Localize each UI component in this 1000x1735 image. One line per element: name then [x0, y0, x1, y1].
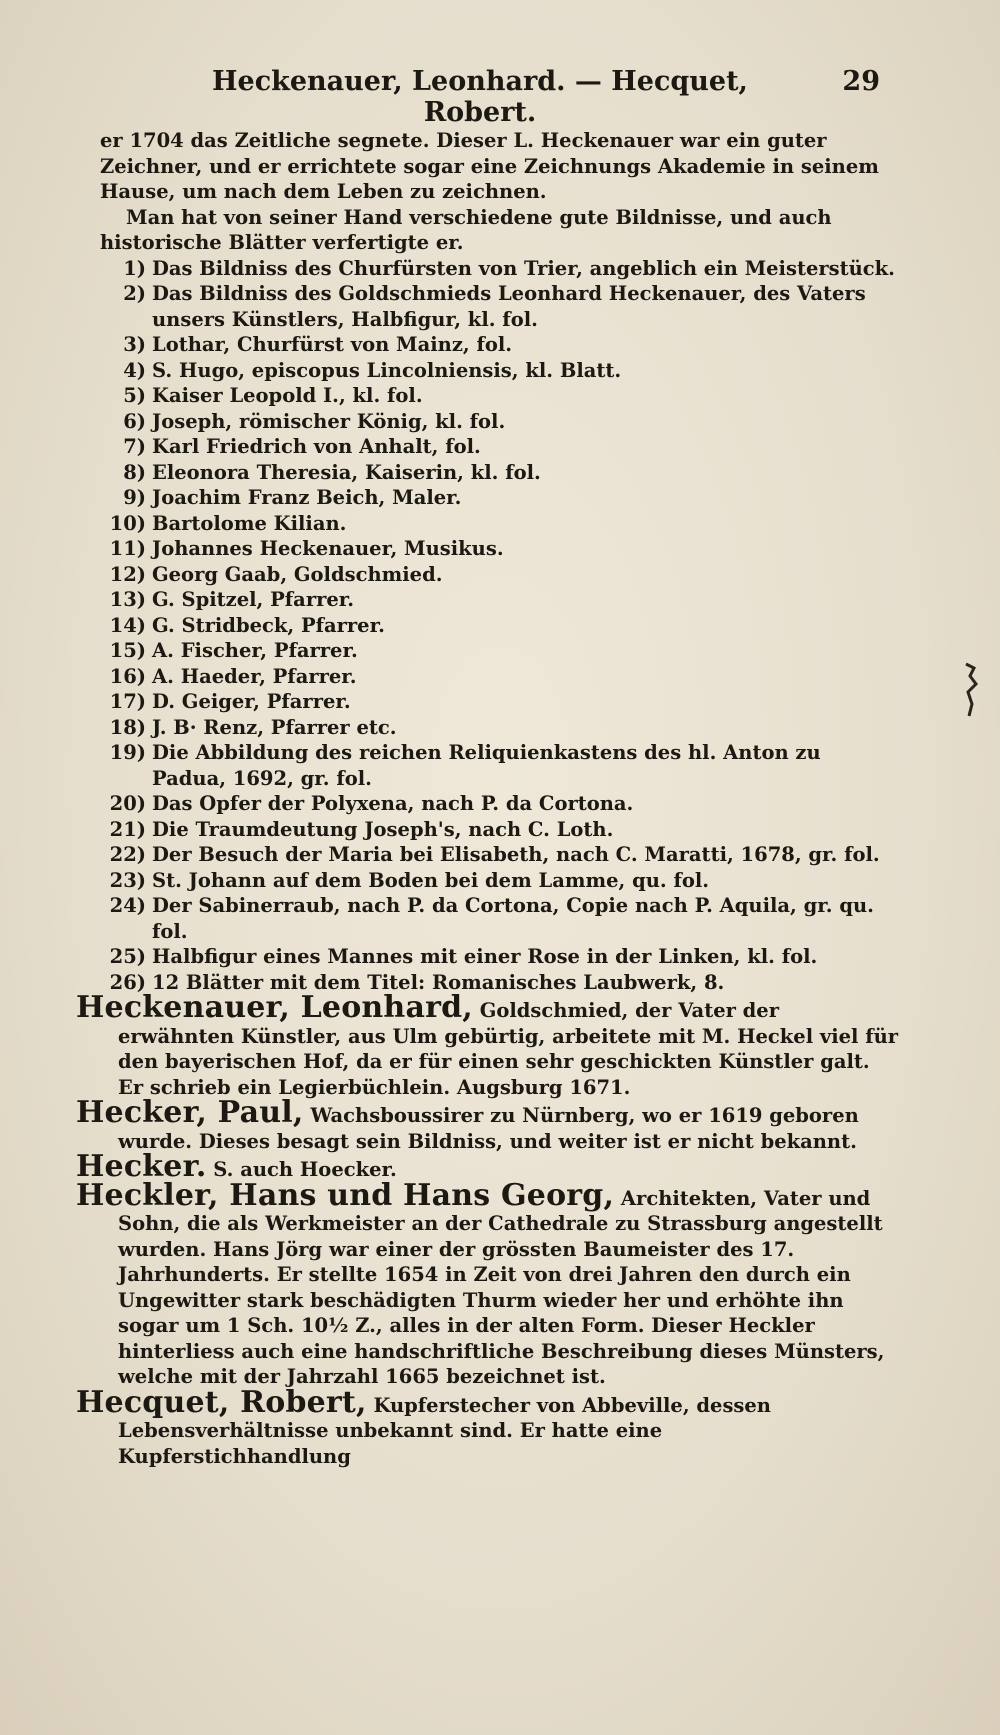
- entry-text: S. auch Hoecker.: [213, 1158, 397, 1181]
- item-number: 21): [109, 817, 146, 841]
- list-item: [100, 740, 900, 791]
- list-item: [100, 409, 900, 435]
- list-item: [100, 817, 900, 843]
- list-item: [100, 434, 900, 460]
- list-item: [100, 613, 900, 639]
- list-item: [100, 383, 900, 409]
- item-text: Die Abbildung des reichen Reliquienkastens des hl. Anton zu Padua, 1692, gr. fol.: [152, 741, 821, 790]
- item-text: J. B· Renz, Pfarrer etc.: [152, 715, 397, 739]
- item-text: Halbfigur eines Mannes mit einer Rose in der Linken, kl. fol.: [152, 945, 818, 968]
- entry-text: Architekten, Vater und Sohn, die als Werkmeister an der Cathedrale zu Strassburg angestellt wurden. Hans Jörg war einer der grössten Baumeister des 17. Jahrhunderts. Er stellte 1654 in Zeit von drei Jahren den durch ein Ungewitter stark beschädigten Thurm wieder her und erhöhte ihn sogar um 1 Sch. 10½ Z., alles in der alten Form. Dieser Heckler hinterliess auch eine handschriftliche Beschreibung dieses Münsters, welche mit der Jahrzahl 1665 bezeichnet ist.: [118, 1186, 885, 1388]
- item-text: Das Bildniss des Goldschmieds Leonhard Heckenauer, des Vaters unsers Künstlers, Halbfigur, kl. fol.: [152, 282, 866, 331]
- list-item: [100, 562, 900, 588]
- item-number: 22): [109, 843, 146, 866]
- entry-headword: Hecquet, Robert,: [76, 1384, 367, 1420]
- item-number: 6): [123, 409, 146, 433]
- running-title: Heckenauer, Leonhard. — Hecquet, Robert.: [212, 66, 748, 128]
- dictionary-entry: [76, 1095, 900, 1154]
- item-number: 18): [109, 715, 146, 739]
- item-text: A. Fischer, Pfarrer.: [152, 639, 358, 662]
- list-item: [100, 842, 900, 868]
- item-text: Bartolome Kilian.: [152, 511, 347, 535]
- dictionary-entry: [76, 1177, 900, 1390]
- list-item: [100, 511, 900, 537]
- list-item: [100, 358, 900, 384]
- list-item: [100, 664, 900, 690]
- item-text: Der Sabinerraub, nach P. da Cortona, Copie nach P. Aquila, gr. qu. fol.: [152, 894, 874, 943]
- item-text: D. Geiger, Pfarrer.: [152, 690, 351, 713]
- item-number: 26): [109, 970, 146, 994]
- item-text: Der Besuch der Maria bei Elisabeth, nach C. Maratti, 1678, gr. fol.: [152, 843, 880, 866]
- intro-paragraph: Man hat von seiner Hand verschiedene gute Bildnisse, und auch historische Blätter verfertigte er.: [100, 205, 832, 254]
- item-text: A. Haeder, Pfarrer.: [152, 664, 357, 688]
- item-text: Karl Friedrich von Anhalt, fol.: [152, 435, 481, 458]
- list-item: [100, 485, 900, 511]
- item-number: 23): [109, 868, 146, 892]
- item-number: 11): [109, 537, 146, 560]
- item-text: S. Hugo, episcopus Lincolniensis, kl. Blatt.: [152, 358, 622, 382]
- page-number: 29: [842, 66, 880, 97]
- item-text: G. Spitzel, Pfarrer.: [152, 588, 355, 611]
- list-item: [100, 868, 900, 894]
- item-number: 10): [109, 511, 146, 535]
- works-list: [100, 256, 900, 996]
- item-number: 15): [109, 639, 146, 662]
- entry-text: Wachsboussirer zu Nürnberg, wo er 1619 geboren wurde. Dieses besagt sein Bildniss, und weiter ist er nicht bekannt.: [118, 1104, 859, 1153]
- intro-paragraph: er 1704 das Zeitliche segnete. Dieser L. Heckenauer war ein guter Zeichner, und er errichtete sogar eine Zeichnungs Akademie in seinem Hause, um nach dem Leben zu zeichnen.: [100, 129, 879, 203]
- item-number: 16): [109, 664, 146, 688]
- item-text: Eleonora Theresia, Kaiserin, kl. fol.: [152, 460, 541, 484]
- item-number: 7): [123, 435, 146, 458]
- entry-text: Goldschmied, der Vater der erwähnten Künstler, aus Ulm gebürtig, arbeitete mit M. Heckel viel für den bayerischen Hof, da er für einen sehr geschickten Künstler galt. Er schrieb ein Legierbüchlein. Augsburg 1671.: [118, 999, 899, 1099]
- entry-headword: Heckenauer, Leonhard,: [76, 990, 473, 1025]
- item-text: G. Stridbeck, Pfarrer.: [152, 613, 385, 637]
- item-number: 13): [109, 588, 146, 611]
- item-number: 1): [123, 256, 146, 280]
- item-text: Georg Gaab, Goldschmied.: [152, 562, 443, 586]
- item-number: 12): [109, 562, 146, 586]
- item-text: Johannes Heckenauer, Musikus.: [152, 537, 504, 560]
- item-text: St. Johann auf dem Boden bei dem Lamme, qu. fol.: [152, 868, 710, 892]
- item-number: 24): [109, 894, 146, 917]
- item-text: Joachim Franz Beich, Maler.: [152, 486, 462, 509]
- list-item: [100, 638, 900, 664]
- item-text: 12 Blätter mit dem Titel: Romanisches Laubwerk, 8.: [152, 970, 725, 994]
- entry-text: Kupferstecher von Abbeville, dessen Lebensverhältnisse unbekannt sind. Er hatte eine Kupferstichhandlung: [118, 1393, 771, 1468]
- item-text: Die Traumdeutung Joseph's, nach C. Loth.: [152, 817, 614, 841]
- body-text: [76, 128, 900, 1469]
- dictionary-entry: [76, 1384, 900, 1470]
- dictionary-entry: [76, 990, 900, 1100]
- item-number: 17): [109, 690, 146, 713]
- entry-headword: Hecker, Paul,: [76, 1095, 304, 1130]
- list-item: [100, 281, 900, 332]
- margin-ink-mark: [960, 660, 982, 720]
- entry-headword: Heckler, Hans und Hans Georg,: [76, 1177, 615, 1213]
- running-header: [160, 66, 880, 128]
- list-item: [100, 587, 900, 613]
- item-text: Kaiser Leopold I., kl. fol.: [152, 384, 423, 407]
- item-number: 19): [109, 741, 146, 764]
- item-number: 8): [123, 460, 146, 484]
- list-item: [100, 460, 900, 486]
- item-text: Das Opfer der Polyxena, nach P. da Cortona.: [152, 792, 634, 815]
- list-item: [100, 332, 900, 358]
- list-item: [100, 791, 900, 817]
- list-item: [100, 536, 900, 562]
- item-number: 5): [123, 384, 146, 407]
- item-text: Das Bildniss des Churfürsten von Trier, angeblich ein Meisterstück.: [152, 256, 895, 280]
- list-item: [100, 944, 900, 970]
- item-text: Joseph, römischer König, kl. fol.: [152, 409, 506, 433]
- item-number: 4): [123, 358, 146, 382]
- item-text: Lothar, Churfürst von Mainz, fol.: [152, 333, 513, 356]
- list-item: [100, 893, 900, 944]
- list-item: [100, 715, 900, 741]
- entry-headword: Hecker.: [76, 1149, 207, 1184]
- item-number: 2): [123, 282, 146, 305]
- item-number: 3): [123, 333, 146, 356]
- item-number: 14): [109, 613, 146, 637]
- list-item: [100, 256, 900, 282]
- item-number: 25): [109, 945, 146, 968]
- item-number: 9): [123, 486, 146, 509]
- list-item: [100, 689, 900, 715]
- item-number: 20): [109, 792, 146, 815]
